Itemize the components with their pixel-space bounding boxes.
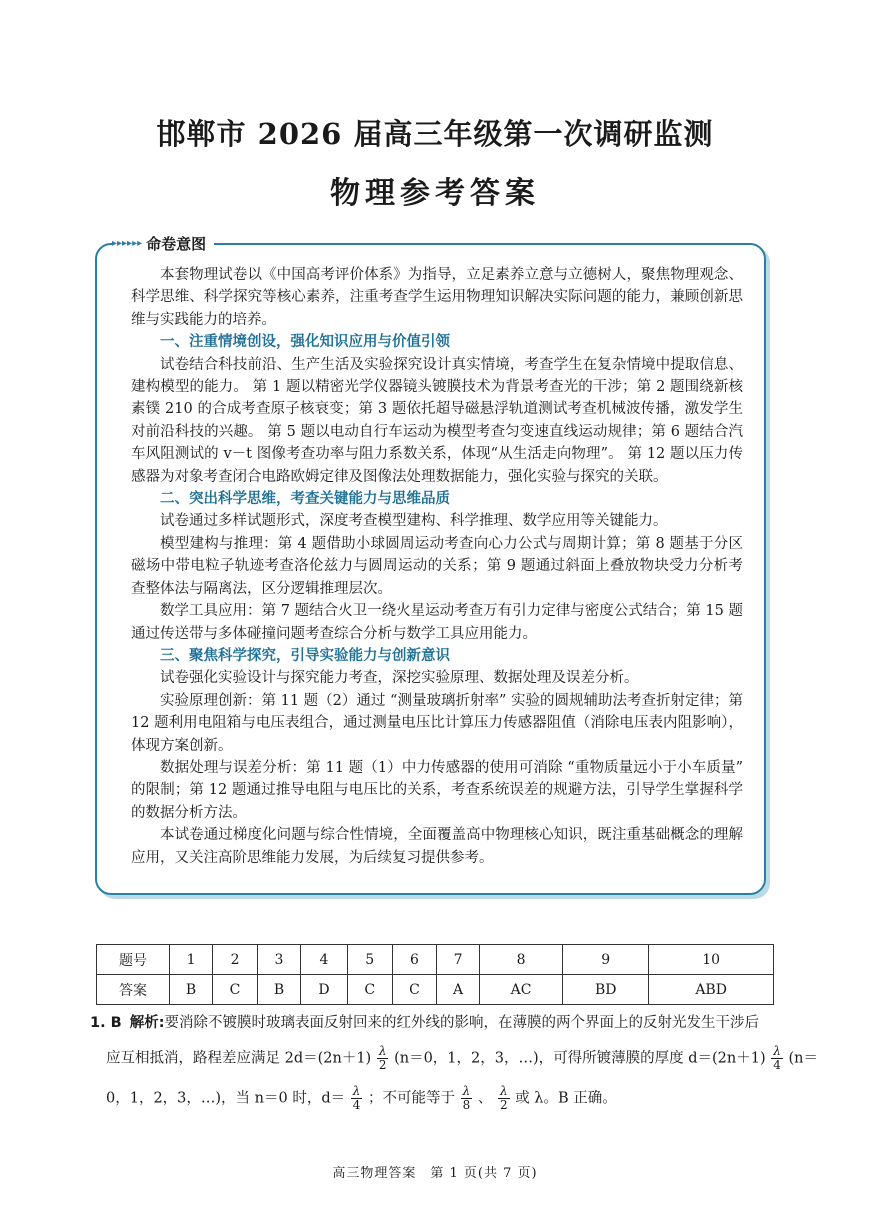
section-2-paragraph-3: 数学工具应用：第 7 题结合火卫一绕火星运动考查万有引力定律与密度公式结合；第 15 题通过传送带与多体碰撞问题考查综合分析与数学工具应用能力。	[131, 603, 743, 642]
section-2-title: 二、突出科学思维，考查关键能力与思维品质	[160, 491, 450, 508]
fraction-denominator: 2	[499, 1098, 508, 1112]
section-3-title: 三、聚焦科学探究，引导实验能力与创新意识	[160, 647, 450, 664]
answer-table	[96, 944, 774, 1005]
closing-paragraph: 本试卷通过梯度化问题与综合性情境，全面覆盖高中物理核心知识，既注重基础概念的理解应用，又关注高阶思维能力发展，为后续复习提供参考。	[131, 827, 743, 866]
intent-body	[131, 264, 743, 869]
table-cell: C	[213, 975, 258, 1005]
table-cell: 1	[170, 945, 213, 975]
table-cell: 5	[347, 945, 392, 975]
table-header-answer: 答案	[97, 975, 170, 1005]
table-cell: C	[347, 975, 392, 1005]
explanation-text-3a: 0，1，2，3，…)，当 n＝0 时，d＝	[106, 1090, 346, 1107]
arrow-icon: ▸▸▸▸▸▸	[112, 237, 143, 249]
fraction-lambda-over-8	[461, 1085, 473, 1112]
explanation-text-2b: (n＝0，1，2，3，…)，可得所镀薄膜的厚度 d＝(2n＋1)	[394, 1050, 766, 1067]
fraction-denominator: 4	[773, 1058, 781, 1072]
table-cell: A	[437, 975, 480, 1005]
table-cell: 9	[563, 945, 649, 975]
fraction-denominator: 8	[462, 1098, 471, 1112]
intent-intro: 本套物理试卷以《中国高考评价体系》为指导，立足素养立意与立德树人，聚焦物理观念、科学思维、科学探究等核心素养，注重考查学生运用物理知识解决实际问题的能力，兼顾创新思维与实践能力的培养。	[131, 267, 743, 328]
page-footer: 高三物理答案 第 1 页(共 7 页)	[332, 1166, 538, 1181]
intent-heading: 命卷意图	[146, 234, 207, 253]
fraction-numerator: λ	[351, 1085, 363, 1099]
explanation-text-3d: 或 λ。B 正确。	[515, 1090, 617, 1107]
fraction-denominator: 4	[352, 1098, 361, 1112]
section-1-title: 一、注重情境创设，强化知识应用与价值引领	[160, 334, 450, 351]
fraction-lambda-over-4	[351, 1085, 363, 1112]
intent-header	[112, 232, 214, 254]
fraction-numerator: λ	[461, 1085, 473, 1099]
table-row-numbers	[97, 945, 774, 975]
fraction-numerator: λ	[498, 1085, 510, 1099]
explanation-text-2a: 应互相抵消，路程差应满足 2d＝(2n＋1)	[106, 1050, 372, 1067]
table-cell: 4	[301, 945, 348, 975]
table-cell: 10	[649, 945, 774, 975]
section-2-paragraph-1: 试卷通过多样试题形式，深度考查模型建构、科学推理、数学应用等关键能力。	[160, 513, 668, 530]
table-cell: B	[170, 975, 213, 1005]
explanation-text-3b: ；不可能等于	[367, 1090, 455, 1107]
explanation-line-2	[106, 1045, 818, 1072]
table-header-number: 题号	[97, 945, 170, 975]
section-3-paragraph-2: 实验原理创新：第 11 题（2）通过 “测量玻璃折射率” 实验的圆规辅助法考查折射定律；第 12 题利用电阻箱与电压表组合，通过测量电压比计算压力传感器阻值（消除电压表内阻影响），体现方案创新。	[131, 692, 743, 754]
table-cell: BD	[563, 975, 649, 1005]
fraction-numerator: λ	[771, 1045, 783, 1059]
exam-title: 邯郸市 2026 届高三年级第一次调研监测	[156, 117, 714, 151]
answer-subtitle: 物理参考答案	[330, 176, 540, 211]
table-cell: AC	[479, 975, 562, 1005]
table-cell: C	[392, 975, 437, 1005]
section-3-paragraph-1: 试卷强化实验设计与探究能力考查，深挖实验原理、数据处理及误差分析。	[160, 670, 639, 687]
fraction-lambda-over-4	[771, 1045, 783, 1072]
fraction-lambda-over-2	[377, 1045, 389, 1072]
explanation-text-3c: 、	[477, 1090, 493, 1107]
fraction-denominator: 2	[378, 1058, 387, 1072]
fraction-lambda-over-2	[498, 1085, 510, 1112]
analysis-label: 解析:	[129, 1015, 165, 1031]
table-row-answers	[97, 975, 774, 1005]
table-cell: 8	[479, 945, 562, 975]
section-2-paragraph-2: 模型建构与推理：第 4 题借助小球圆周运动考查向心力公式与周期计算；第 8 题基于分区磁场中带电粒子轨迹考查洛伦兹力与圆周运动的关系；第 9 题通过斜面上叠放物块受力分析考查整体法与隔离法，区分逻辑推理层次。	[131, 535, 743, 597]
explanation-text-2c: (n＝	[788, 1050, 818, 1067]
table-cell: D	[301, 975, 348, 1005]
table-cell: 7	[437, 945, 480, 975]
explanation-line-3	[106, 1085, 617, 1112]
table-cell: ABD	[649, 975, 774, 1005]
question-number: 1. B	[90, 1015, 122, 1031]
fraction-numerator: λ	[377, 1045, 389, 1059]
table-cell: 6	[392, 945, 437, 975]
explanation-line-1	[90, 1013, 759, 1034]
section-1-paragraph: 试卷结合科技前沿、生产生活及实验探究设计真实情境，考查学生在复杂情境中提取信息、建构模型的能力。 第 1 题以精密光学仪器镜头镀膜技术为背景考查光的干涉；第 2 题围绕新核素镤 210 的合成考查原子核衰变；第 3 题依托超导磁悬浮轨道测试考查机械波传播，激发学生对前沿科技的兴趣。 第 5 题以电动自行车运动为模型考查匀变速直线运动规律；第 6 题结合汽车风阻测试的 v－t 图像考查功率与阻力系数关系，体现“从生活走向物理”。 第 12 题以压力传感器为对象考查闭合电路欧姆定律及图像法处理数据能力，强化实验与探究的关联。	[131, 356, 743, 485]
section-3-paragraph-3: 数据处理与误差分析：第 11 题（1）中力传感器的使用可消除 “重物质量远小于小车质量” 的限制；第 12 题通过推导电阻与电压比的关系，考查系统误差的规避方法，引导学生掌握科学的数据分析方法。	[131, 759, 743, 821]
table-cell: 3	[257, 945, 300, 975]
table-cell: 2	[213, 945, 258, 975]
table-cell: B	[257, 975, 300, 1005]
explanation-text-1: 要消除不镀膜时玻璃表面反射回来的红外线的影响，在薄膜的两个界面上的反射光发生干涉后	[164, 1015, 760, 1031]
